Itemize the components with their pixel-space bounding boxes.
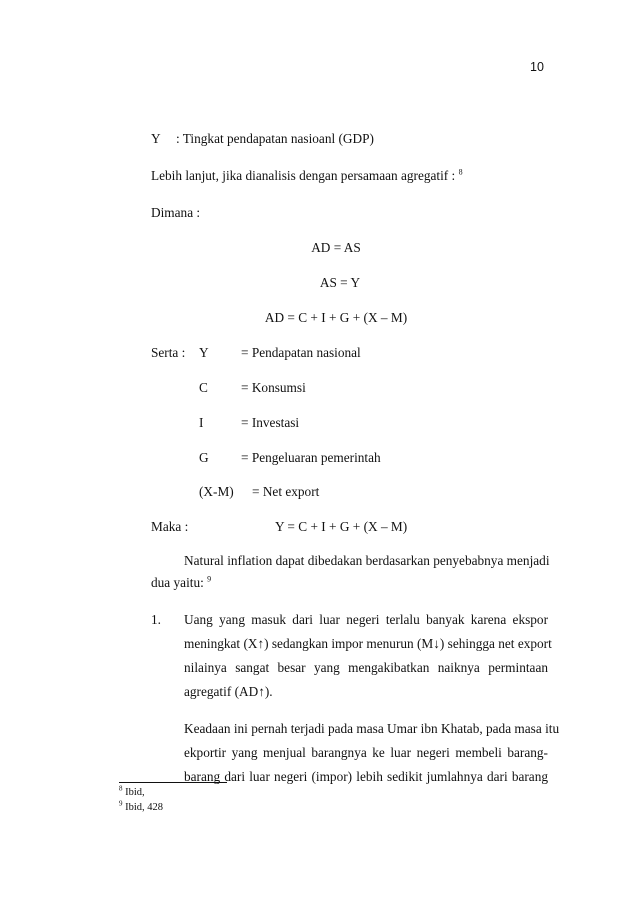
serta-symbol-y: Y xyxy=(199,345,209,360)
footnote-8-text: Ibid, xyxy=(125,787,145,798)
paragraph-2-line-1: Keadaan ini pernah terjadi pada masa Umar ibn Khatab, pada masa itu xyxy=(184,721,560,736)
serta-def-y: = Pendapatan nasional xyxy=(241,345,361,360)
serta-def-i: = Investasi xyxy=(241,415,300,430)
list-item-line-1: Uang yang masuk dari luar negeri terlalu banyak karena ekspor xyxy=(184,612,548,627)
footnote-ref-9: 9 xyxy=(207,574,212,584)
footnote-9 xyxy=(119,799,164,813)
lebih-lanjut-text: Lebih lanjut, jika dianalisis dengan persamaan agregatif : xyxy=(151,168,456,183)
paragraph-line-2-text: dua yaitu: xyxy=(151,575,204,590)
serta-symbol-i: I xyxy=(199,415,204,430)
serta-symbol-xm: (X-M) xyxy=(199,484,234,499)
list-item-line-3: nilainya sangat besar yang mengakibatkan naiknya permintaan xyxy=(184,660,548,675)
serta-def-c: = Konsumsi xyxy=(241,380,306,395)
lebih-lanjut-line xyxy=(151,168,463,184)
list-item-line-4: agregatif (AD↑). xyxy=(184,684,273,699)
maka-label: Maka : xyxy=(151,519,189,534)
footnote-separator xyxy=(119,782,227,783)
footnote-9-num: 9 xyxy=(119,799,123,808)
page-number: 10 xyxy=(530,60,544,74)
equation-ad-sum: AD = C + I + G + (X – M) xyxy=(264,310,408,325)
serta-symbol-c: C xyxy=(199,380,208,395)
serta-def-xm: = Net export xyxy=(252,484,320,499)
paragraph-line-2 xyxy=(151,575,211,591)
list-item-number: 1. xyxy=(151,612,161,627)
footnote-8-num: 8 xyxy=(119,784,123,793)
serta-def-g: = Pengeluaran pemerintah xyxy=(241,450,381,465)
y-definition-text: : Tingkat pendapatan nasioanl (GDP) xyxy=(176,131,374,146)
list-item-line-2: meningkat (X↑) sedangkan impor menurun (M↓) sehingga net export xyxy=(184,636,552,651)
paragraph-line-1: Natural inflation dapat dibedakan berdasarkan penyebabnya menjadi xyxy=(184,553,550,568)
footnote-8 xyxy=(119,784,145,798)
equation-as-y: AS = Y xyxy=(319,275,361,290)
paragraph-2-line-3: barang dari luar negeri (impor) lebih sedikit jumlahnya dari barang xyxy=(184,769,548,784)
dimana-label: Dimana : xyxy=(151,205,201,220)
paragraph-2-line-2: ekportir yang menjual barangnya ke luar negeri membeli barang- xyxy=(184,745,548,760)
footnote-9-text: Ibid, 428 xyxy=(125,802,164,813)
y-definition-symbol: Y xyxy=(151,131,161,146)
maka-equation: Y = C + I + G + (X – M) xyxy=(275,519,408,534)
equation-ad-as: AD = AS xyxy=(311,240,361,255)
serta-label: Serta : xyxy=(151,345,186,360)
footnote-ref-8: 8 xyxy=(458,167,463,177)
serta-symbol-g: G xyxy=(199,450,209,465)
